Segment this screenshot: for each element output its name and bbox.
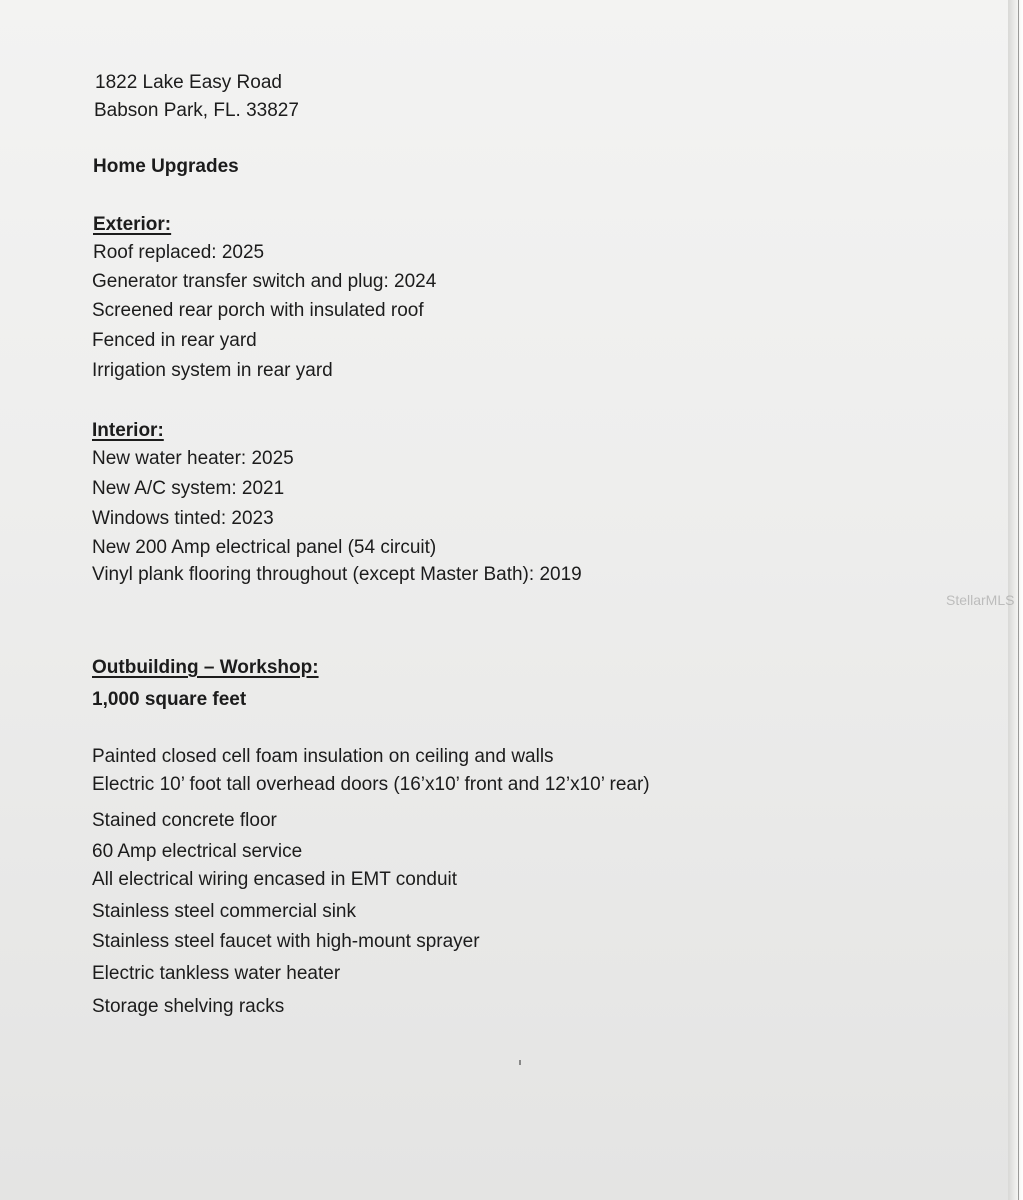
outbuilding-item: 60 Amp electrical service xyxy=(92,841,303,862)
paper-speck xyxy=(519,1060,521,1065)
exterior-item: Screened rear porch with insulated roof xyxy=(92,300,424,321)
outbuilding-item: Stainless steel faucet with high-mount sprayer xyxy=(92,931,480,952)
interior-item: New 200 Amp electrical panel (54 circuit) xyxy=(92,537,437,558)
outbuilding-item: Painted closed cell foam insulation on ceiling and walls xyxy=(92,746,554,767)
exterior-heading: Exterior: xyxy=(93,214,172,235)
address-city: Babson Park, FL. 33827 xyxy=(94,100,299,121)
outbuilding-heading: Outbuilding – Workshop: xyxy=(92,657,319,678)
outbuilding-item: Electric 10’ foot tall overhead doors (16’x10’ front and 12’x10’ rear) xyxy=(92,774,650,795)
interior-heading: Interior: xyxy=(92,420,164,441)
exterior-item: Roof replaced: 2025 xyxy=(93,242,265,263)
exterior-item: Fenced in rear yard xyxy=(92,330,257,351)
exterior-item: Generator transfer switch and plug: 2024 xyxy=(92,271,437,292)
exterior-item: Irrigation system in rear yard xyxy=(92,360,333,381)
interior-item: New water heater: 2025 xyxy=(92,448,294,469)
interior-item: Vinyl plank flooring throughout (except Master Bath): 2019 xyxy=(92,564,582,585)
address-street: 1822 Lake Easy Road xyxy=(95,72,282,93)
page-edge-line xyxy=(1018,0,1019,1200)
document-title: Home Upgrades xyxy=(93,156,239,177)
outbuilding-item: Stained concrete floor xyxy=(92,810,277,831)
interior-item: New A/C system: 2021 xyxy=(92,478,285,499)
outbuilding-item: Storage shelving racks xyxy=(92,996,285,1017)
outbuilding-item: Electric tankless water heater xyxy=(92,963,341,984)
interior-item: Windows tinted: 2023 xyxy=(92,508,274,529)
outbuilding-item: All electrical wiring encased in EMT conduit xyxy=(92,869,458,890)
outbuilding-item: Stainless steel commercial sink xyxy=(92,901,356,922)
outbuilding-size: 1,000 square feet xyxy=(92,689,247,710)
watermark: StellarMLS xyxy=(946,592,1015,608)
